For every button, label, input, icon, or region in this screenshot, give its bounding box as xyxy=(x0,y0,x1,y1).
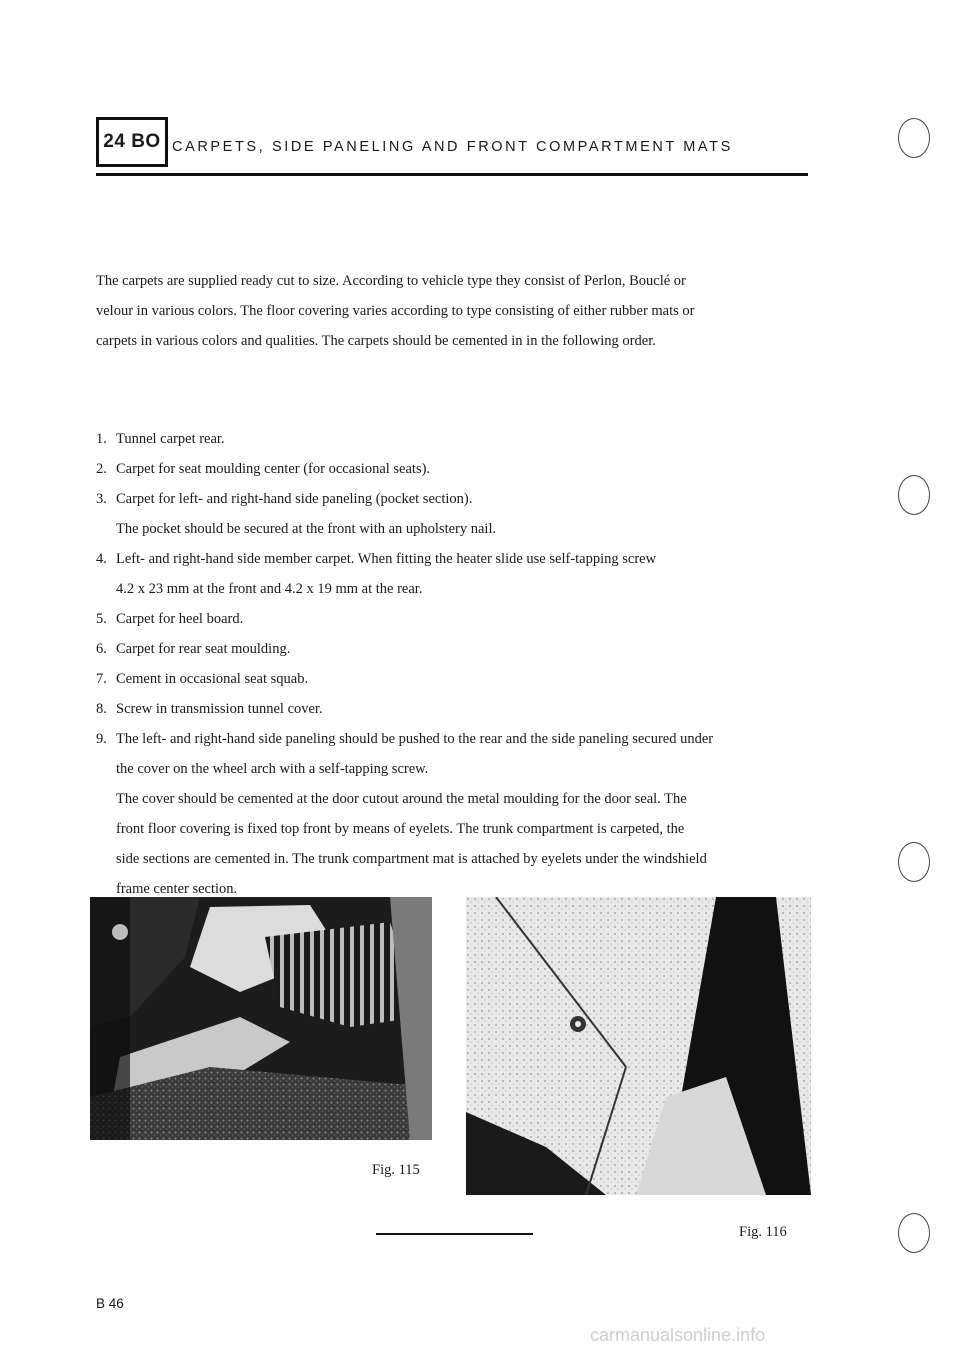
page-number: B 46 xyxy=(96,1296,124,1311)
step-item xyxy=(96,454,816,484)
step-continuation: front floor covering is fixed top front by means of eyelets. The trunk compartment is carpeted, the xyxy=(116,821,685,837)
step-text: Cement in occasional seat squab. xyxy=(116,671,309,687)
step-continuation: 4.2 x 23 mm at the front and 4.2 x 19 mm at the rear. xyxy=(116,581,423,597)
header-rule xyxy=(96,173,808,176)
step-text: The left- and right-hand side paneling should be pushed to the rear and the side paneling secured under xyxy=(116,731,714,747)
section-code: 24 BO xyxy=(103,131,161,152)
step-number: 4. xyxy=(96,551,107,567)
binder-hole xyxy=(898,118,930,158)
intro-line: velour in various colors. The floor covering varies according to type consisting of either rubber mats or xyxy=(96,303,695,319)
step-text: Carpet for rear seat moulding. xyxy=(116,641,291,657)
step-text: Left- and right-hand side member carpet. When fitting the heater slide use self-tapping screw xyxy=(116,551,657,567)
step-continuation: frame center section. xyxy=(116,881,238,897)
step-number: 6. xyxy=(96,641,107,657)
step-text: Tunnel carpet rear. xyxy=(116,431,225,447)
figure-116-caption: Fig. 116 xyxy=(739,1224,787,1240)
intro-line: The carpets are supplied ready cut to size. According to vehicle type they consist of Perlon, Bouclé or xyxy=(96,273,686,289)
figure-116-photo xyxy=(466,897,811,1195)
figure-115-caption: Fig. 115 xyxy=(372,1162,420,1178)
step-number: 2. xyxy=(96,461,107,477)
figure-115-photo xyxy=(90,897,432,1140)
footer-rule xyxy=(376,1233,533,1235)
step-continuation: side sections are cemented in. The trunk compartment mat is attached by eyelets under the windshield xyxy=(116,851,707,867)
page-title: CARPETS, SIDE PANELING AND FRONT COMPARTMENT MATS xyxy=(172,139,733,155)
intro-line: carpets in various colors and qualities. The carpets should be cemented in in the following order. xyxy=(96,333,656,349)
step-text: Carpet for heel board. xyxy=(116,611,244,627)
steps-list xyxy=(96,424,816,904)
binder-hole xyxy=(898,1213,930,1253)
step-number: 8. xyxy=(96,701,107,717)
step-item xyxy=(96,484,816,514)
binder-hole xyxy=(898,475,930,515)
step-item xyxy=(96,694,816,724)
step-number: 3. xyxy=(96,491,107,507)
step-text: Screw in transmission tunnel cover. xyxy=(116,701,323,717)
binder-hole xyxy=(898,842,930,882)
step-item xyxy=(96,724,816,754)
step-number: 5. xyxy=(96,611,107,627)
step-item xyxy=(96,604,816,634)
step-continuation: The cover should be cemented at the door cutout around the metal moulding for the door seal. The xyxy=(116,791,687,807)
step-continuation: The pocket should be secured at the front with an upholstery nail. xyxy=(116,521,497,537)
step-item xyxy=(96,664,816,694)
step-text: Carpet for left- and right-hand side paneling (pocket section). xyxy=(116,491,473,507)
step-number: 9. xyxy=(96,731,107,747)
section-code-box xyxy=(96,117,168,167)
step-number: 7. xyxy=(96,671,107,687)
step-text: Carpet for seat moulding center (for occasional seats). xyxy=(116,461,431,477)
intro-paragraph xyxy=(96,266,816,356)
step-item xyxy=(96,544,816,574)
step-item xyxy=(96,424,816,454)
watermark: carmanualsonline.info xyxy=(590,1325,766,1345)
step-continuation: the cover on the wheel arch with a self-tapping screw. xyxy=(116,761,429,777)
step-item xyxy=(96,634,816,664)
step-number: 1. xyxy=(96,431,107,447)
